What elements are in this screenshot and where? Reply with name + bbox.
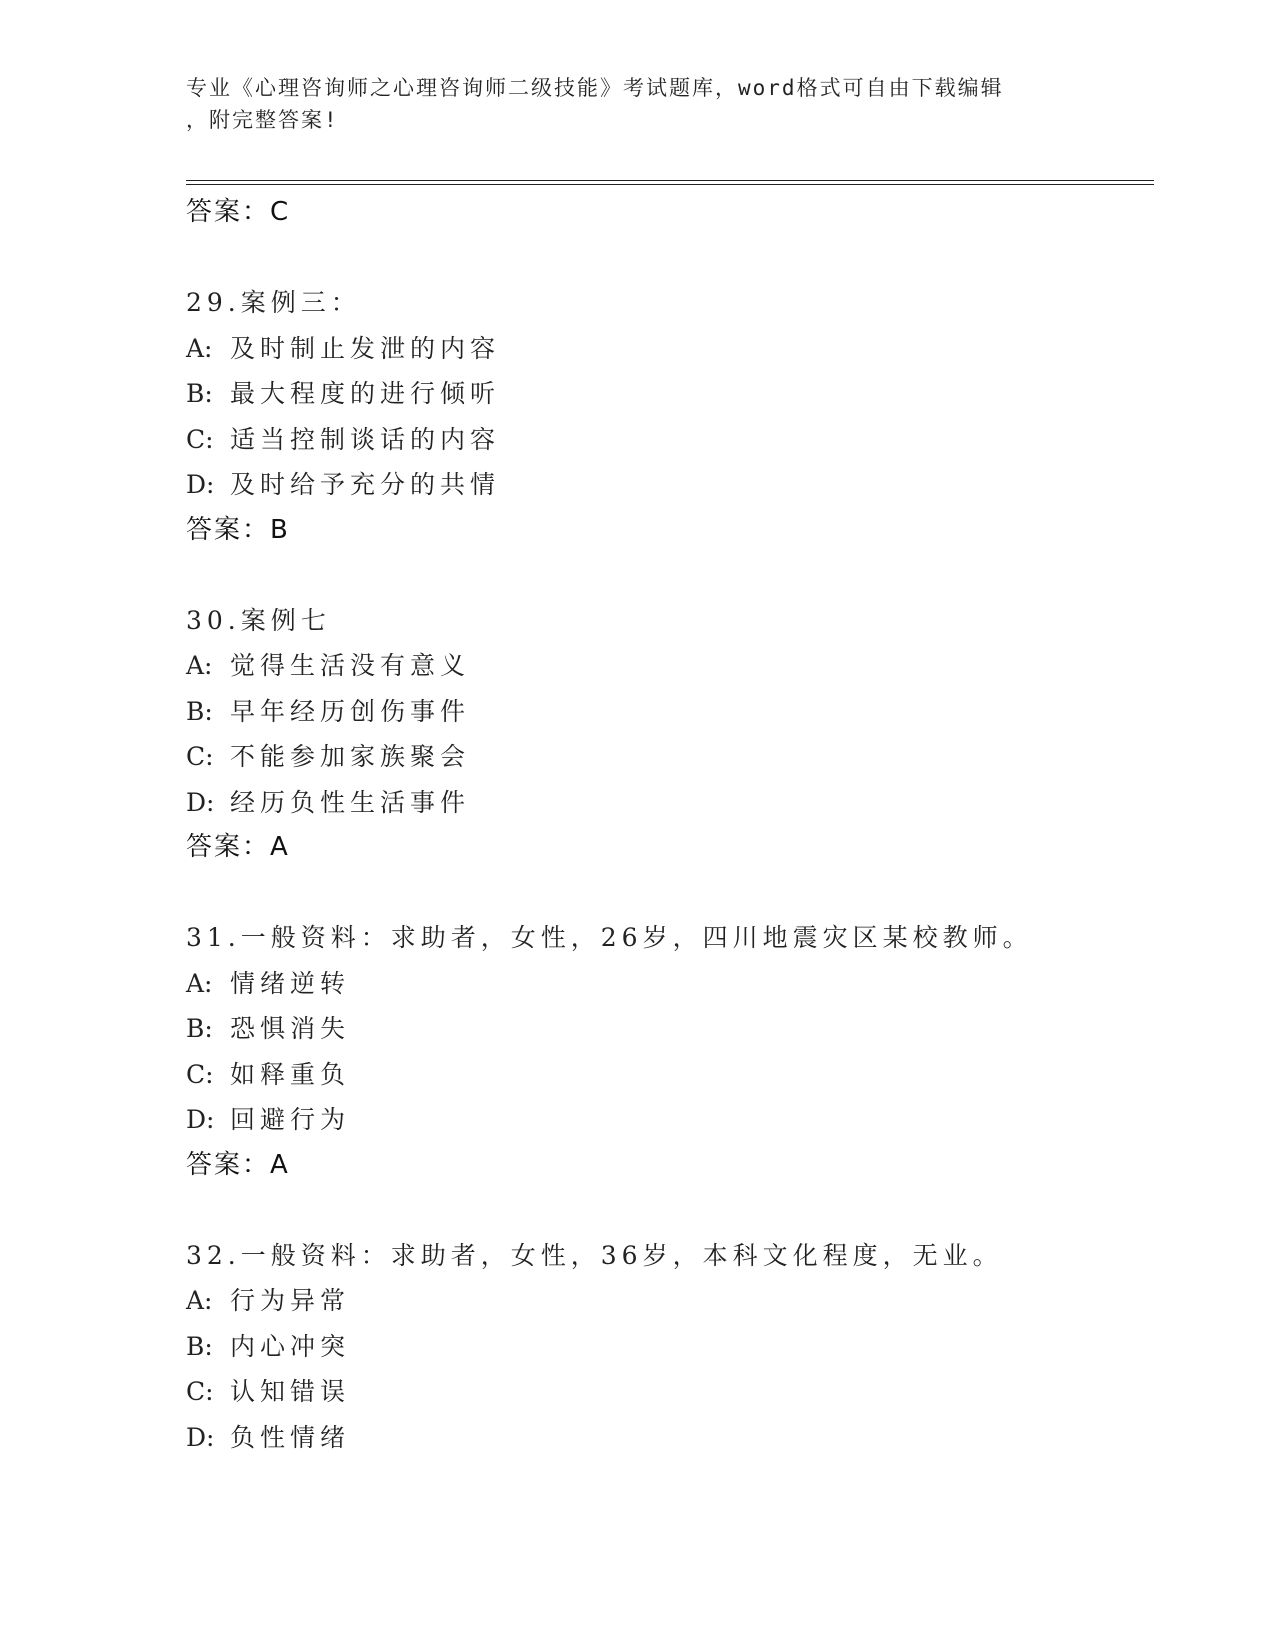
option-key: D: — [186, 787, 215, 817]
question-30 — [186, 598, 1154, 870]
question-32-option-d — [186, 1415, 1154, 1461]
option-key: A: — [186, 1286, 213, 1315]
document-header — [186, 72, 1086, 136]
question-31-option-d — [186, 1097, 1154, 1143]
option-key: A: — [186, 968, 213, 998]
option-text: 如释重负 — [230, 1059, 351, 1089]
option-key: A: — [186, 651, 213, 680]
question-32 — [186, 1233, 1154, 1461]
option-key: D: — [186, 470, 215, 499]
option-text: 最大程度的进行倾听 — [230, 379, 501, 408]
option-key: C: — [186, 1059, 214, 1089]
option-text: 内心冲突 — [230, 1331, 351, 1361]
option-text: 恐惧消失 — [230, 1014, 351, 1043]
option-key: B: — [186, 696, 213, 726]
option-text: 行为异常 — [230, 1286, 351, 1315]
option-key: C: — [186, 742, 214, 771]
option-key: B: — [186, 379, 213, 408]
question-31-title: 31.一般资料：求助者，女性，26岁，四川地震灾区某校教师。 — [186, 923, 1033, 952]
option-key: A: — [186, 333, 213, 363]
option-key: C: — [186, 424, 214, 454]
question-31-option-b — [186, 1006, 1154, 1052]
option-text: 回避行为 — [230, 1105, 351, 1134]
question-31 — [186, 915, 1154, 1187]
question-29 — [186, 280, 1154, 552]
option-text: 认知错误 — [230, 1377, 351, 1406]
option-text: 及时给予充分的共情 — [230, 470, 501, 499]
question-30-option-a — [186, 643, 1154, 689]
header-line-2: ，附完整答案! — [186, 108, 339, 132]
answer-28: 答案：C — [186, 197, 291, 227]
option-text: 不能参加家族聚会 — [230, 742, 471, 771]
question-29-option-c — [186, 417, 1154, 463]
question-30-option-b — [186, 689, 1154, 735]
question-29-option-a — [186, 326, 1154, 372]
question-29-title: 29.案例三： — [186, 288, 361, 317]
answer-29: 答案：B — [186, 514, 290, 545]
question-29-option-b — [186, 371, 1154, 417]
option-key: C: — [186, 1377, 214, 1406]
question-32-option-a — [186, 1278, 1154, 1324]
question-32-option-c — [186, 1369, 1154, 1415]
option-text: 及时制止发泄的内容 — [230, 333, 501, 363]
question-32-option-b — [186, 1324, 1154, 1370]
question-30-option-c — [186, 734, 1154, 780]
option-key: B: — [186, 1014, 213, 1043]
header-line-1: 专业《心理咨询师之心理咨询师二级技能》考试题库，word格式可自由下载编辑 — [186, 76, 1004, 100]
header-divider-bottom — [186, 184, 1154, 185]
question-30-title: 30.案例七 — [186, 605, 331, 635]
option-text: 经历负性生活事件 — [230, 787, 471, 817]
question-list — [186, 190, 1154, 1460]
option-text: 负性情绪 — [230, 1422, 351, 1452]
question-31-option-c — [186, 1052, 1154, 1098]
option-key: B: — [186, 1331, 213, 1361]
header-divider-top — [186, 180, 1154, 181]
question-31-option-a — [186, 961, 1154, 1007]
option-key: D: — [186, 1422, 215, 1452]
option-text: 适当控制谈话的内容 — [230, 424, 501, 454]
answer-31: 答案：A — [186, 1149, 290, 1180]
option-text: 早年经历创伤事件 — [230, 696, 471, 726]
question-30-option-d — [186, 780, 1154, 826]
option-text: 情绪逆转 — [230, 968, 351, 998]
question-29-option-d — [186, 462, 1154, 508]
question-32-title: 32.一般资料：求助者，女性，36岁，本科文化程度，无业。 — [186, 1240, 1003, 1270]
answer-30: 答案：A — [186, 832, 290, 862]
option-key: D: — [186, 1105, 215, 1134]
option-text: 觉得生活没有意义 — [230, 651, 471, 680]
